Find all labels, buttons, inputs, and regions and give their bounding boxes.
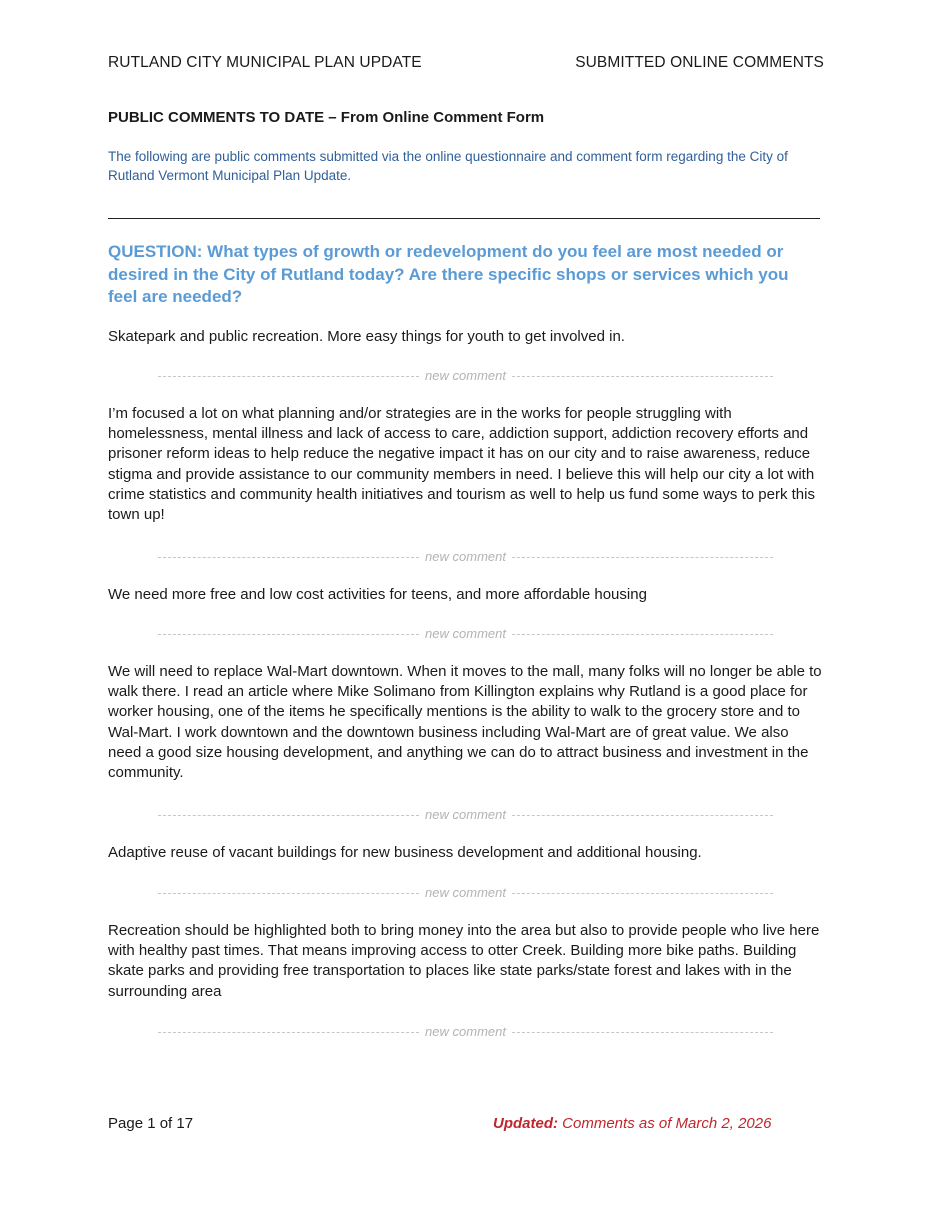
question-heading: QUESTION: What types of growth or redevelopment do you feel are most needed or desired in the City of Rutland today? Are there specific shops or services which you feel are needed?	[108, 242, 789, 306]
dashed-line	[512, 376, 773, 377]
page-header	[108, 54, 824, 72]
comment-6: Recreation should be highlighted both to bring money into the area but also to provide people who live here with healthy past times. That means improving access to otter Creek. Building more bike paths. Building skate parks and providing free transportation to places like state parks/state forest and lakes with in the surrounding area	[108, 922, 820, 1000]
separator-label: new comment	[425, 807, 506, 822]
comment-separator	[158, 368, 773, 384]
comment-3: We need more free and low cost activities for teens, and more affordable housing	[108, 586, 647, 603]
comment-separator	[158, 549, 773, 565]
separator-label: new comment	[425, 368, 506, 383]
updated-text: Comments as of March 2, 2026	[562, 1115, 772, 1132]
comment-separator	[158, 1024, 773, 1040]
dashed-line	[158, 557, 419, 558]
updated-note	[493, 1115, 771, 1132]
separator-label: new comment	[425, 1024, 506, 1039]
updated-label: Updated:	[493, 1115, 558, 1132]
dashed-line	[158, 376, 419, 377]
page-number: Page 1 of 17	[108, 1115, 194, 1132]
dashed-line	[512, 815, 773, 816]
dashed-line	[158, 815, 419, 816]
comment-1: Skatepark and public recreation. More easy things for youth to get involved in.	[108, 328, 625, 345]
dashed-line	[158, 634, 419, 635]
comment-separator	[158, 626, 773, 642]
dashed-line	[512, 1032, 773, 1033]
comment-separator	[158, 807, 773, 823]
document-title: PUBLIC COMMENTS TO DATE – From Online Comment Form	[108, 109, 545, 126]
header-right-title: SUBMITTED ONLINE COMMENTS	[575, 54, 824, 71]
separator-label: new comment	[425, 549, 506, 564]
horizontal-divider	[108, 218, 820, 219]
dashed-line	[512, 893, 773, 894]
intro-paragraph: The following are public comments submitted via the online questionnaire and comment form regarding the City of Rutland Vermont Municipal Plan Update.	[108, 149, 788, 183]
comment-separator	[158, 885, 773, 901]
separator-label: new comment	[425, 626, 506, 641]
comment-2: I’m focused a lot on what planning and/or strategies are in the works for people struggling with homelessness, mental illness and lack of access to care, addiction support, addiction recovery efforts and prisoner reform ideas to help reduce the negative impact it has on our city and to raise awareness, reduce stigma and provide assistance to our community members in need. I believe this will help our city a lot with crime statistics and community health initiatives and tourism as well to help us fund some ways to perk this town up!	[108, 405, 815, 524]
dashed-line	[512, 634, 773, 635]
comment-5: Adaptive reuse of vacant buildings for new business development and additional housing.	[108, 844, 702, 861]
dashed-line	[512, 557, 773, 558]
dashed-line	[158, 1032, 419, 1033]
separator-label: new comment	[425, 885, 506, 900]
comment-4: We will need to replace Wal-Mart downtown. When it moves to the mall, many folks will no longer be able to walk there. I read an article where Mike Solimano from Killington explains why Rutland is a good place for worker housing, one of the items he specifically mentions is the ability to walk to the grocery store and to Wal-Mart. I work downtown and the downtown business including Wal-Mart are of great value. We also need a good size housing development, and anything we can do to attract business and investment in the community.	[108, 663, 822, 782]
dashed-line	[158, 893, 419, 894]
header-left-title: RUTLAND CITY MUNICIPAL PLAN UPDATE	[108, 54, 422, 71]
